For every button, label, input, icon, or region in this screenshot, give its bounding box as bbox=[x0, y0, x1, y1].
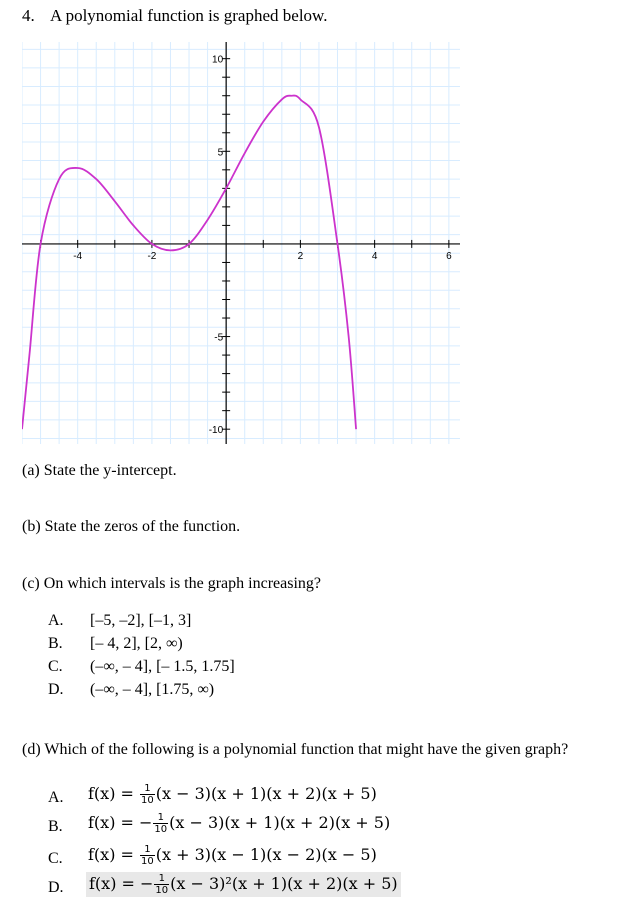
x-tick-label: 2 bbox=[297, 250, 304, 262]
option-d-a-formula bbox=[88, 783, 377, 806]
option-d-c-formula bbox=[88, 844, 377, 867]
part-a-label: (a) State the y-intercept. bbox=[22, 462, 177, 479]
option-d-c-fraction: $\frac{1}{10}$ bbox=[141, 844, 154, 867]
y-tick-label: 10 bbox=[212, 54, 224, 66]
part-c-text: (c) On which intervals is the graph increasing? bbox=[22, 575, 322, 592]
option-d-d-formula bbox=[86, 872, 401, 897]
option-c-c-text: (–∞, – 4], [– 1.5, 1.75] bbox=[90, 658, 235, 675]
option-d-a-lhs: f(x) = bbox=[88, 784, 140, 803]
option-d-c-lhs: f(x) = bbox=[88, 845, 140, 864]
option-d-b-lhs: f(x) = bbox=[88, 813, 140, 832]
option-d-d-lhs: f(x) = bbox=[89, 874, 141, 893]
x-tick-label: 6 bbox=[446, 250, 452, 262]
option-d-d-sign: − bbox=[140, 874, 154, 893]
graph-tick-labels bbox=[73, 55, 452, 437]
graph-axes bbox=[22, 42, 460, 444]
option-d-b-factors: (x − 3)(x + 1)(x + 2)(x + 5) bbox=[169, 813, 391, 832]
option-c-d-letter: D. bbox=[48, 681, 64, 698]
part-d-text: (d) Which of the following is a polynomial function that might have the given graph? bbox=[22, 741, 569, 758]
polynomial-graph bbox=[22, 42, 460, 444]
x-tick-label: -2 bbox=[147, 250, 157, 262]
option-d-a-fraction: $\frac{1}{10}$ bbox=[141, 783, 154, 806]
y-tick-label: -5 bbox=[214, 332, 224, 344]
option-c-b-letter: B. bbox=[48, 635, 63, 652]
option-d-c-letter: C. bbox=[48, 850, 63, 867]
option-d-c-factors: (x + 3)(x − 1)(x − 2)(x − 5) bbox=[155, 845, 377, 864]
option-d-d-fraction: $\frac{1}{10}$ bbox=[155, 873, 169, 896]
option-c-a-text: [–5, –2], [–1, 3] bbox=[90, 612, 192, 629]
option-d-d-factors: (x − 3)²(x + 1)(x + 2)(x + 5) bbox=[170, 874, 398, 893]
y-tick-label: -10 bbox=[208, 425, 224, 437]
option-d-a-factors: (x − 3)(x + 1)(x + 2)(x + 5) bbox=[155, 784, 377, 803]
option-c-b-text: [– 4, 2], [2, ∞) bbox=[90, 635, 183, 652]
option-d-b-fraction: $\frac{1}{10}$ bbox=[154, 812, 168, 835]
question-prompt: A polynomial function is graphed below. bbox=[50, 6, 328, 25]
graph-grid bbox=[22, 42, 460, 444]
option-d-b-formula bbox=[88, 812, 390, 835]
part-b-text: (b) State the zeros of the function. bbox=[22, 518, 241, 535]
option-d-d-letter: D. bbox=[48, 879, 64, 896]
option-c-a-letter: A. bbox=[48, 612, 64, 629]
option-d-b-sign: − bbox=[139, 813, 153, 832]
x-tick-label: -4 bbox=[73, 250, 83, 262]
part-a-text bbox=[22, 462, 177, 480]
option-c-c-letter: C. bbox=[48, 658, 63, 675]
option-d-a-letter: A. bbox=[48, 789, 64, 806]
option-d-b-letter: B. bbox=[48, 818, 63, 835]
option-c-d-text: (–∞, – 4], [1.75, ∞) bbox=[90, 681, 215, 698]
question-number: 4. bbox=[22, 6, 35, 25]
x-tick-label: 4 bbox=[371, 250, 378, 262]
y-tick-label: 5 bbox=[217, 147, 224, 159]
